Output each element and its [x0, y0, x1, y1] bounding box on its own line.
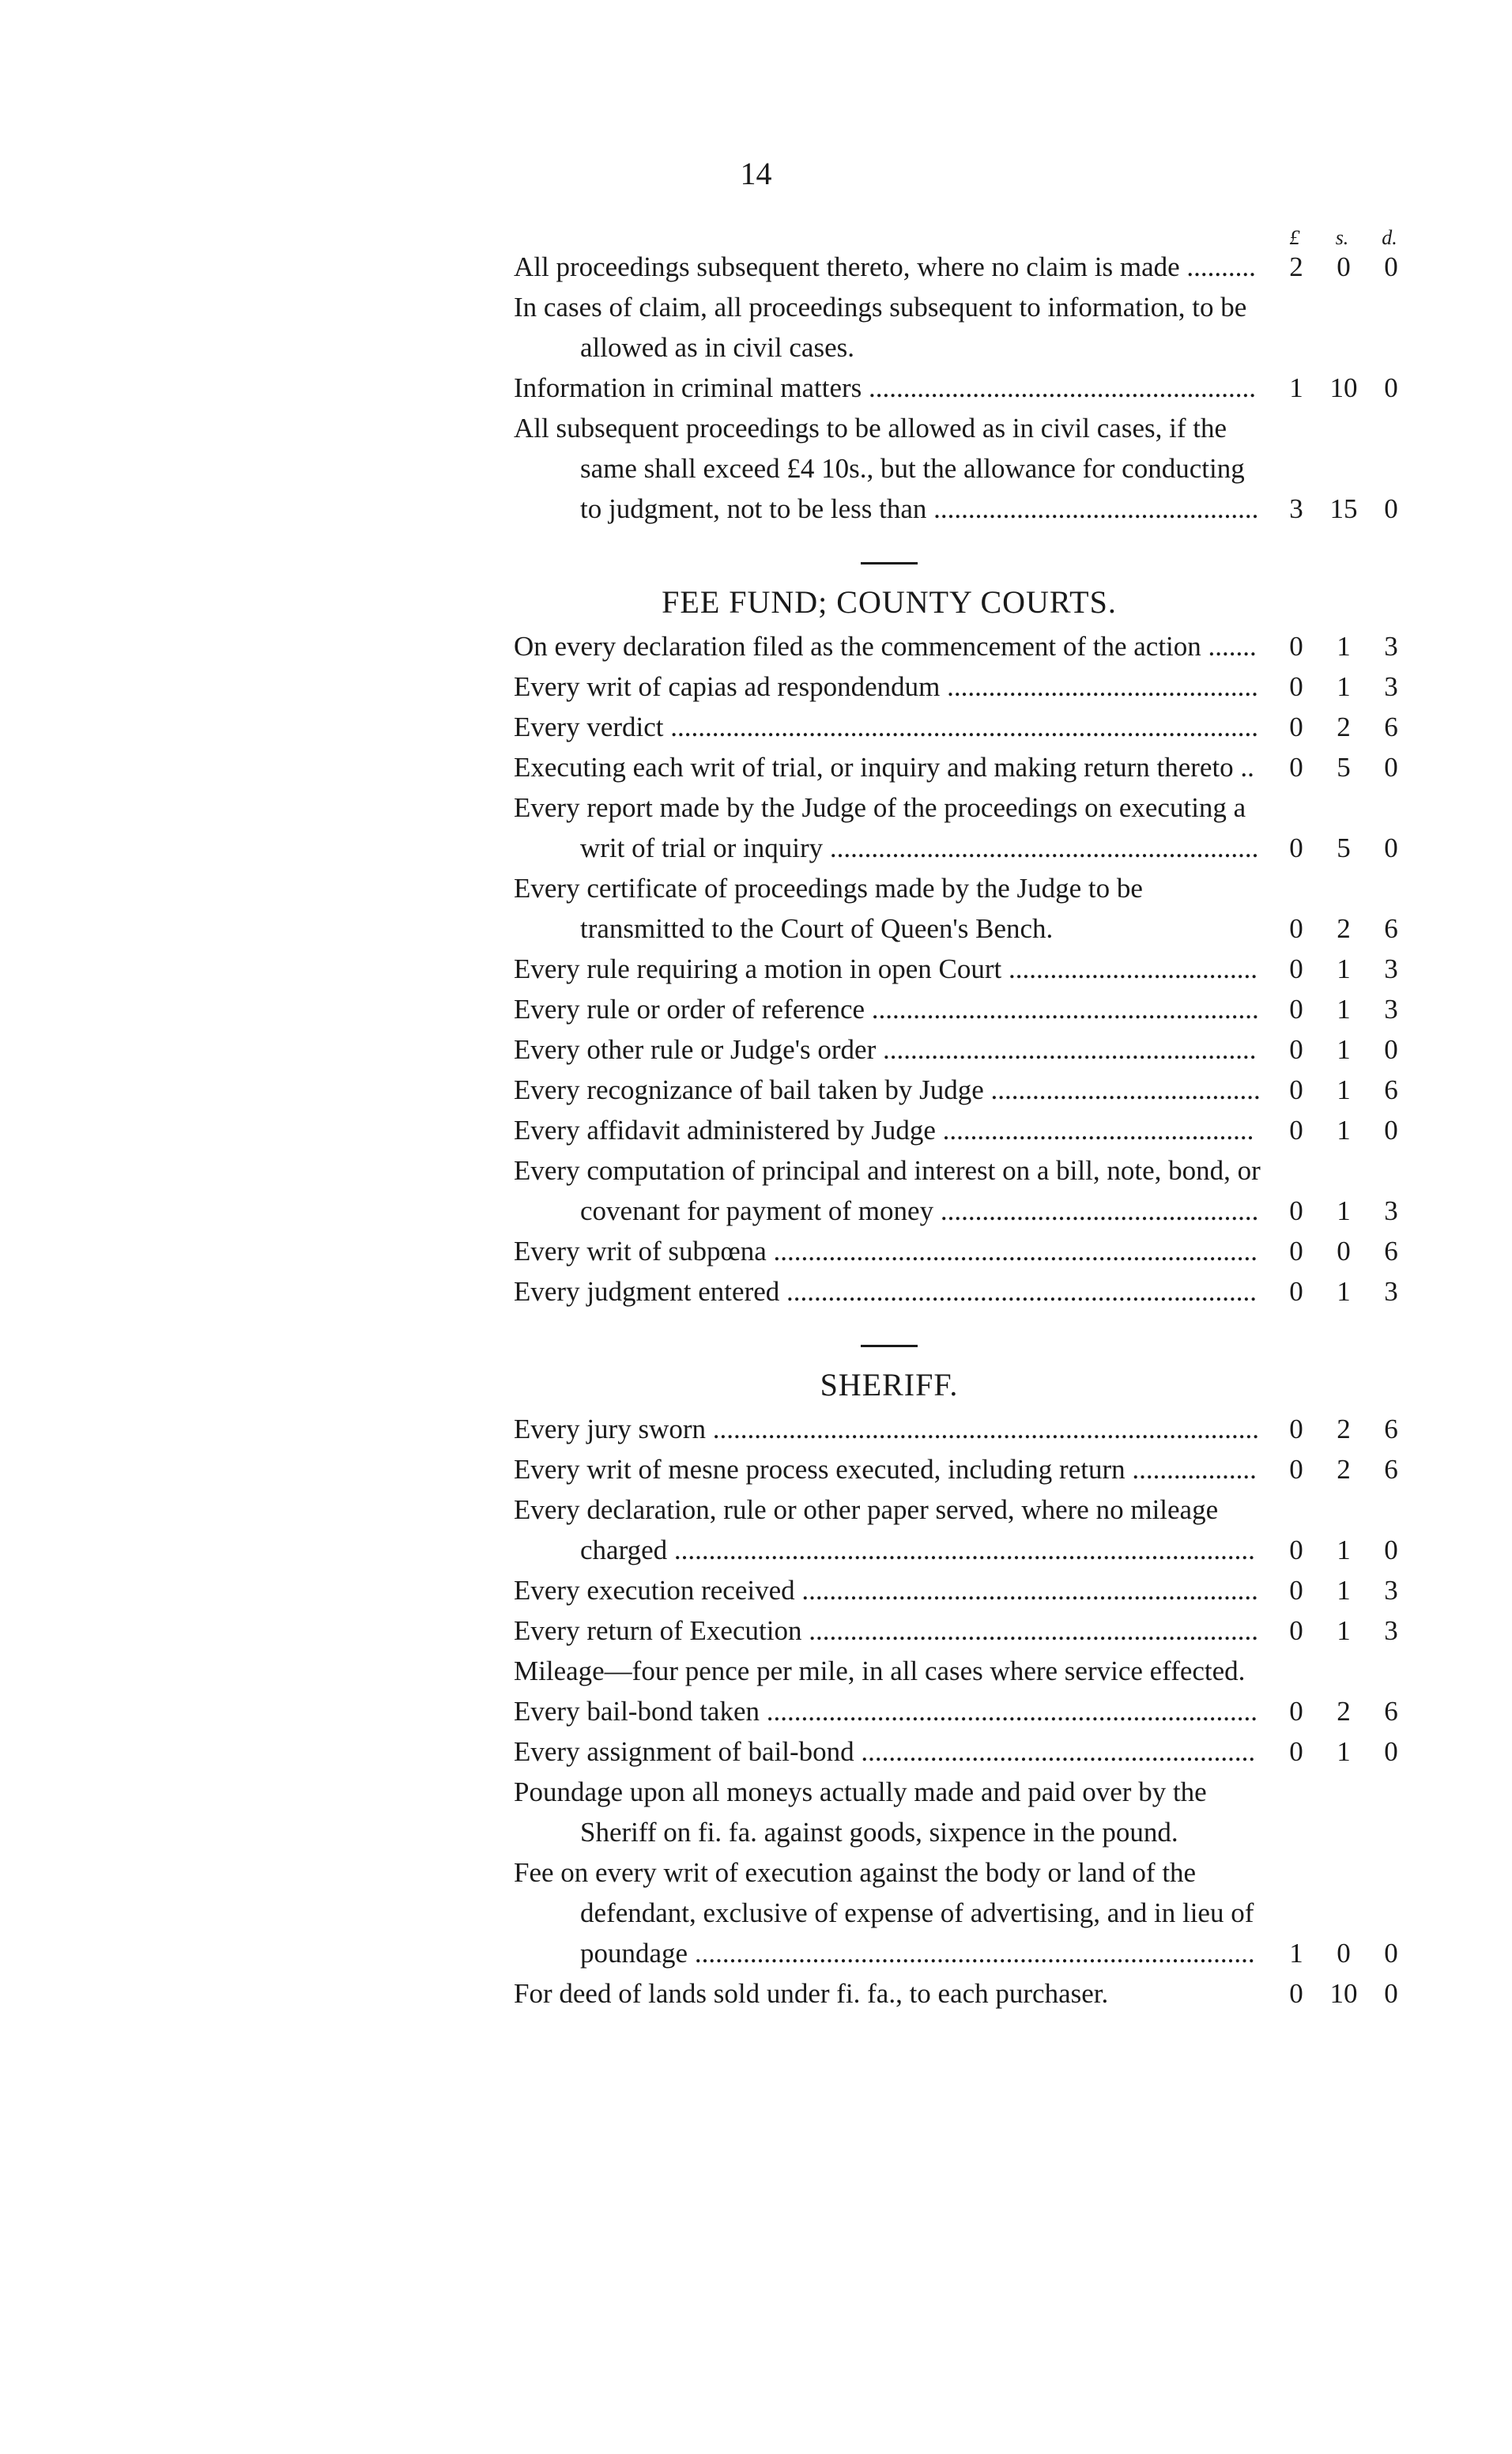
shillings-header: s.: [1335, 226, 1349, 249]
pounds-value: 0: [1289, 671, 1303, 702]
fee-amount: [1273, 1570, 1415, 1610]
shillings-value: 1: [1337, 1575, 1351, 1606]
fee-amount: [1273, 1409, 1415, 1449]
pounds-value: 0: [1289, 1236, 1303, 1267]
fee-description: Every rule requiring a motion in open Court ....................................: [514, 953, 1257, 984]
pounds-value: 0: [1289, 1454, 1303, 1485]
pounds-value: 0: [1289, 1615, 1303, 1646]
fee-amount: [1273, 989, 1415, 1029]
shillings-value: 1: [1337, 1115, 1351, 1146]
fee-amount: [1273, 368, 1415, 408]
fee-row: [514, 1772, 1423, 1852]
pence-value: 3: [1384, 953, 1398, 984]
fee-amount: [1273, 1231, 1415, 1271]
fee-amount: [1273, 949, 1415, 989]
fee-description: Every computation of principal and interest on a bill, note, bond, or covenant for payment of money ..............................................: [514, 1155, 1261, 1226]
fee-description: Information in criminal matters ........................................................: [514, 372, 1257, 403]
fee-amount: [1273, 489, 1415, 529]
shillings-value: 1: [1337, 1276, 1351, 1307]
pounds-value: 0: [1289, 631, 1303, 662]
pence-value: 0: [1384, 251, 1398, 282]
fee-amount: [1273, 1530, 1415, 1570]
fee-description: Every verdict .....................................................................................: [514, 712, 1258, 742]
fee-row: [514, 1570, 1423, 1610]
pence-value: 3: [1384, 671, 1398, 702]
pounds-value: 3: [1289, 493, 1303, 524]
fee-row: [514, 1409, 1423, 1449]
pounds-value: 0: [1289, 994, 1303, 1025]
fee-description: On every declaration filed as the commencement of the action .......: [514, 631, 1257, 662]
shillings-value: 2: [1337, 1414, 1351, 1444]
shillings-value: 1: [1337, 994, 1351, 1025]
pounds-value: 0: [1289, 953, 1303, 984]
shillings-value: 1: [1337, 953, 1351, 984]
fee-row: [514, 408, 1423, 529]
fee-row: [514, 707, 1423, 747]
section-heading: FEE FUND; COUNTY COURTS.: [662, 584, 1117, 620]
pounds-value: 0: [1289, 1115, 1303, 1146]
pence-value: 0: [1384, 1034, 1398, 1065]
fee-row: [514, 1110, 1423, 1150]
pounds-value: 0: [1289, 752, 1303, 783]
pence-value: 6: [1384, 1696, 1398, 1727]
fee-description: Every certificate of proceedings made by the Judge to be transmitted to the Court of Queen's Bench.: [514, 873, 1143, 944]
fee-row: [514, 287, 1423, 368]
shillings-value: 1: [1337, 631, 1351, 662]
fee-amount: [1273, 1029, 1415, 1070]
fee-row: [514, 1852, 1423, 1973]
fee-amount: [1273, 1449, 1415, 1489]
page-number: 14: [740, 156, 772, 191]
pounds-value: 0: [1289, 1195, 1303, 1226]
pounds-value: 0: [1289, 1276, 1303, 1307]
fee-amount: [1273, 666, 1415, 707]
fee-description: All proceedings subsequent thereto, where no claim is made ..........: [514, 251, 1256, 282]
fee-row: [514, 787, 1423, 868]
fee-amount: [1273, 828, 1415, 868]
fee-amount: [1273, 747, 1415, 787]
fee-amount: [1273, 1110, 1415, 1150]
shillings-value: 0: [1337, 1938, 1351, 1969]
fee-description: Poundage upon all moneys actually made and paid over by the Sheriff on fi. fa. against goods, sixpence in the pound.: [514, 1776, 1207, 1848]
fee-row: [514, 247, 1423, 287]
pence-value: 3: [1384, 631, 1398, 662]
pounds-value: 1: [1289, 372, 1303, 403]
shillings-value: 1: [1337, 1535, 1351, 1565]
pounds-value: 0: [1289, 1978, 1303, 2009]
shillings-value: 1: [1337, 1074, 1351, 1105]
pounds-value: 0: [1289, 1535, 1303, 1565]
fee-description: Every declaration, rule or other paper served, where no mileage charged ....................................................................................: [514, 1494, 1255, 1565]
fee-amount: [1273, 247, 1415, 287]
section-heading: SHERIFF.: [820, 1367, 959, 1403]
pence-value: 0: [1384, 832, 1398, 863]
shillings-value: 2: [1337, 1696, 1351, 1727]
fee-row: [514, 1489, 1423, 1570]
pence-value: 6: [1384, 1074, 1398, 1105]
section-divider: [861, 562, 918, 564]
fee-amount: [1273, 626, 1415, 666]
fee-description: All subsequent proceedings to be allowed as in civil cases, if the same shall exceed £4 10s., but the allowance for conducting to judgment, not to be less than ...............................................: [514, 413, 1259, 524]
fee-row: [514, 868, 1423, 949]
shillings-value: 5: [1337, 752, 1351, 783]
shillings-value: 10: [1329, 1978, 1358, 2009]
fee-row: [514, 1651, 1423, 1691]
fee-row: [514, 1150, 1423, 1231]
pence-value: 6: [1384, 712, 1398, 742]
pence-value: 6: [1384, 1414, 1398, 1444]
pounds-value: 1: [1289, 1938, 1303, 1969]
pence-value: 0: [1384, 372, 1398, 403]
fee-description: Every other rule or Judge's order ......................................................: [514, 1034, 1257, 1065]
fee-amount: [1273, 1691, 1415, 1731]
pounds-value: 0: [1289, 1414, 1303, 1444]
pounds-value: 0: [1289, 832, 1303, 863]
fee-row: [514, 1070, 1423, 1110]
pounds-value: 0: [1289, 1074, 1303, 1105]
shillings-value: 0: [1337, 251, 1351, 282]
fee-description: Every affidavit administered by Judge .............................................: [514, 1115, 1254, 1146]
fee-description: Every judgment entered ....................................................................: [514, 1276, 1257, 1307]
fee-row: [514, 368, 1423, 408]
fee-description: Every jury sworn ...............................................................................: [514, 1414, 1260, 1444]
shillings-value: 2: [1337, 913, 1351, 944]
fee-schedule: [514, 247, 1423, 2014]
pence-value: 3: [1384, 1195, 1398, 1226]
fee-row: [514, 747, 1423, 787]
pounds-value: 0: [1289, 1034, 1303, 1065]
fee-amount: [1273, 1731, 1415, 1772]
shillings-value: 1: [1337, 1736, 1351, 1767]
fee-description: Every execution received ..................................................................: [514, 1575, 1258, 1606]
pence-value: 0: [1384, 1938, 1398, 1969]
fee-description: Executing each writ of trial, or inquiry and making return thereto ..: [514, 752, 1254, 783]
fee-amount: [1273, 1070, 1415, 1110]
pence-value: 0: [1384, 1535, 1398, 1565]
fee-amount: [1273, 908, 1415, 949]
fee-amount: [1273, 1271, 1415, 1312]
pence-value: 6: [1384, 1236, 1398, 1267]
fee-description: Every writ of subpœna ......................................................................: [514, 1236, 1258, 1267]
pence-value: 0: [1384, 1736, 1398, 1767]
fee-row: [514, 1610, 1423, 1651]
fee-description: Every return of Execution .................................................................: [514, 1615, 1258, 1646]
pounds-value: 0: [1289, 913, 1303, 944]
fee-description: Every recognizance of bail taken by Judge .......................................: [514, 1074, 1261, 1105]
fee-description: In cases of claim, all proceedings subsequent to information, to be allowed as in civil cases.: [514, 292, 1247, 363]
fee-row: [514, 1449, 1423, 1489]
fee-row: [514, 1691, 1423, 1731]
fee-amount: [1273, 1933, 1415, 1973]
fee-amount: [1273, 1973, 1415, 2014]
pence-value: 3: [1384, 994, 1398, 1025]
fee-row: [514, 666, 1423, 707]
pounds-value: 0: [1289, 1575, 1303, 1606]
fee-row: [514, 1231, 1423, 1271]
fee-description: Every report made by the Judge of the proceedings on executing a writ of trial or inquiry ..............................................................: [514, 792, 1259, 863]
fee-row: [514, 1271, 1423, 1312]
pence-value: 0: [1384, 1115, 1398, 1146]
shillings-value: 10: [1329, 372, 1358, 403]
pence-value: 0: [1384, 1978, 1398, 2009]
fee-amount: [1273, 1610, 1415, 1651]
pence-value: 6: [1384, 913, 1398, 944]
pence-value: 3: [1384, 1575, 1398, 1606]
shillings-value: 0: [1337, 1236, 1351, 1267]
fee-description: Every rule or order of reference ........................................................: [514, 994, 1259, 1025]
pence-header: d.: [1382, 226, 1397, 249]
shillings-value: 5: [1337, 832, 1351, 863]
fee-description: Every writ of mesne process executed, including return ..................: [514, 1454, 1257, 1485]
fee-description: Mileage—four pence per mile, in all cases where service effected.: [514, 1656, 1246, 1686]
fee-description: Every assignment of bail-bond .........................................................: [514, 1736, 1256, 1767]
shillings-value: 1: [1337, 671, 1351, 702]
fee-description: For deed of lands sold under fi. fa., to each purchaser.: [514, 1978, 1109, 2009]
pence-value: 0: [1384, 493, 1398, 524]
fee-row: [514, 1029, 1423, 1070]
fee-row: [514, 1973, 1423, 2014]
pence-value: 3: [1384, 1615, 1398, 1646]
fee-description: Every writ of capias ad respondendum .............................................: [514, 671, 1258, 702]
fee-row: [514, 626, 1423, 666]
pounds-value: 2: [1289, 251, 1303, 282]
pence-value: 6: [1384, 1454, 1398, 1485]
fee-row: [514, 989, 1423, 1029]
pounds-value: 0: [1289, 712, 1303, 742]
shillings-value: 1: [1337, 1034, 1351, 1065]
fee-row: [514, 949, 1423, 989]
shillings-value: 15: [1329, 493, 1358, 524]
pence-value: 0: [1384, 752, 1398, 783]
shillings-value: 2: [1337, 712, 1351, 742]
fee-amount: [1273, 707, 1415, 747]
section-divider: [861, 1345, 918, 1347]
shillings-value: 1: [1337, 1615, 1351, 1646]
pounds-header: £: [1289, 226, 1300, 249]
pounds-value: 0: [1289, 1696, 1303, 1727]
fee-row: [514, 1731, 1423, 1772]
pence-value: 3: [1384, 1276, 1398, 1307]
fee-amount: [1273, 1191, 1415, 1231]
fee-description: Every bail-bond taken .......................................................................: [514, 1696, 1258, 1727]
pounds-value: 0: [1289, 1736, 1303, 1767]
fee-description: Fee on every writ of execution against the body or land of the defendant, exclusive of expense of advertising, and in lieu of poundage .................................................................................: [514, 1857, 1255, 1969]
shillings-value: 2: [1337, 1454, 1351, 1485]
shillings-value: 1: [1337, 1195, 1351, 1226]
